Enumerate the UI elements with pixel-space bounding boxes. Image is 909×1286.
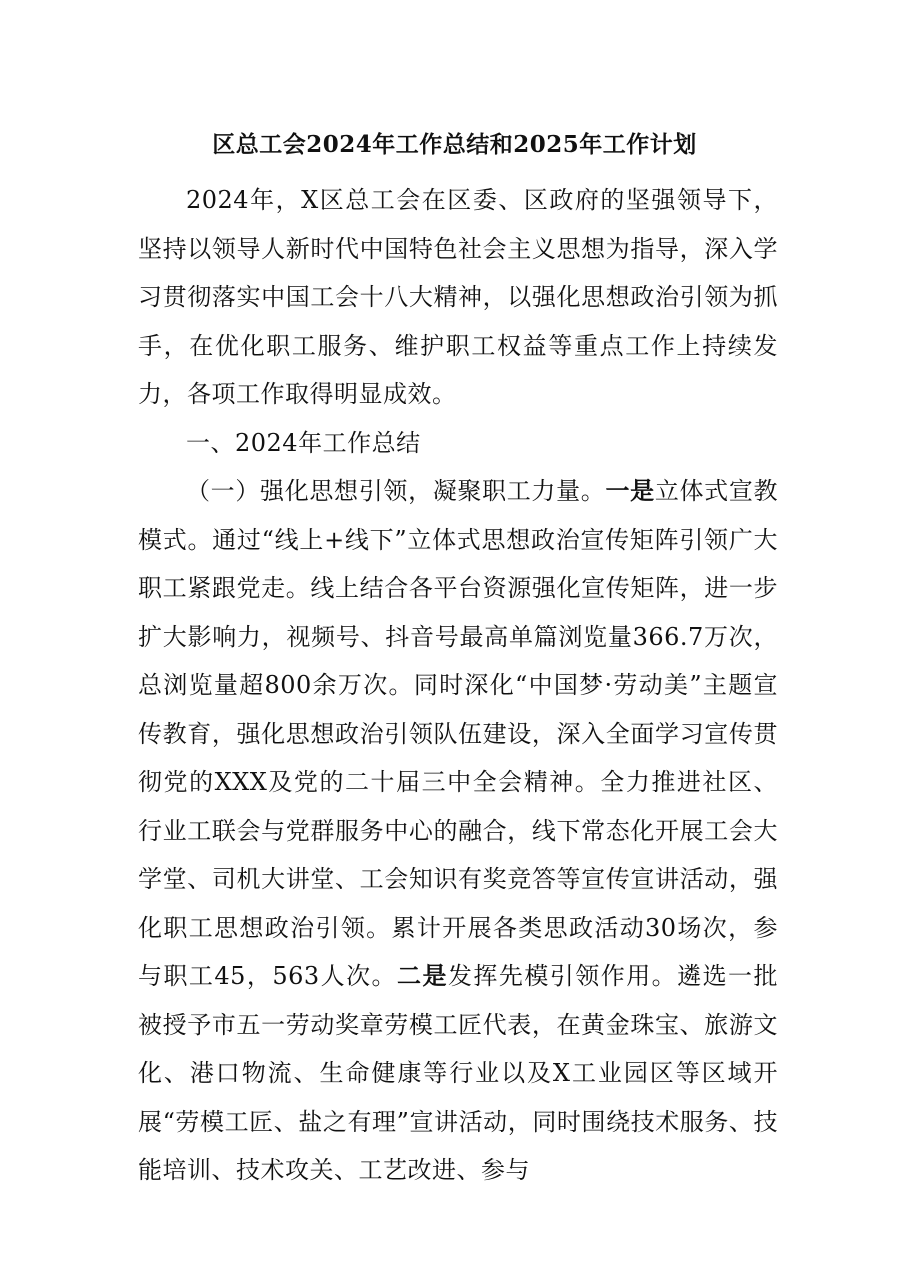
subsection-paragraph xyxy=(138,467,778,1195)
document-title: 区总工会2024年工作总结和2025年工作计划 xyxy=(212,131,697,158)
point-text-2: 发挥先模引领作用。遴选一批被授予市五一劳动奖章劳模工匠代表，在黄金珠宝、旅游文化、港口物流、生命健康等行业以及X工业园区等区域开展“劳模工匠、盐之有理”宣讲活动，同时围绕技术服务、技能培训、技术攻关、工艺改进、参与 xyxy=(138,962,779,1184)
document-body xyxy=(138,176,778,1195)
intro-paragraph: 2024年，X区总工会在区委、区政府的坚强领导下，坚持以领导人新时代中国特色社会主义思想为指导，深入学习贯彻落实中国工会十八大精神，以强化思想政治引领为抓手，在优化职工服务、维护职工权益等重点工作上持续发力，各项工作取得明显成效。 xyxy=(138,186,778,408)
point-marker-2: 二是 xyxy=(397,961,448,990)
section-heading: 一、2024年工作总结 xyxy=(186,428,421,457)
point-text-1: 立体式宣教模式。通过“线上+线下”立体式思想政治宣传矩阵引领广大职工紧跟党走。线上结合各平台资源强化宣传矩阵，进一步扩大影响力，视频号、抖音号最高单篇浏览量366.7万次，总浏览量超800余万次。同时深化“中国梦·劳动美”主题宣传教育，强化思想政治引领队伍建设，深入全面学习宣传贯彻党的XXX及党的二十届三中全会精神。全力推进社区、行业工联会与党群服务中心的融合，线下常态化开展工会大学堂、司机大讲堂、工会知识有奖竞答等宣传宣讲活动，强化职工思想政治引领。累计开展各类思政活动30场次，参与职工45，563人次。 xyxy=(138,477,779,990)
subsection-lead: （一）强化思想引领，凝聚职工力量。 xyxy=(186,477,606,505)
point-marker-1: 一是 xyxy=(605,476,655,505)
